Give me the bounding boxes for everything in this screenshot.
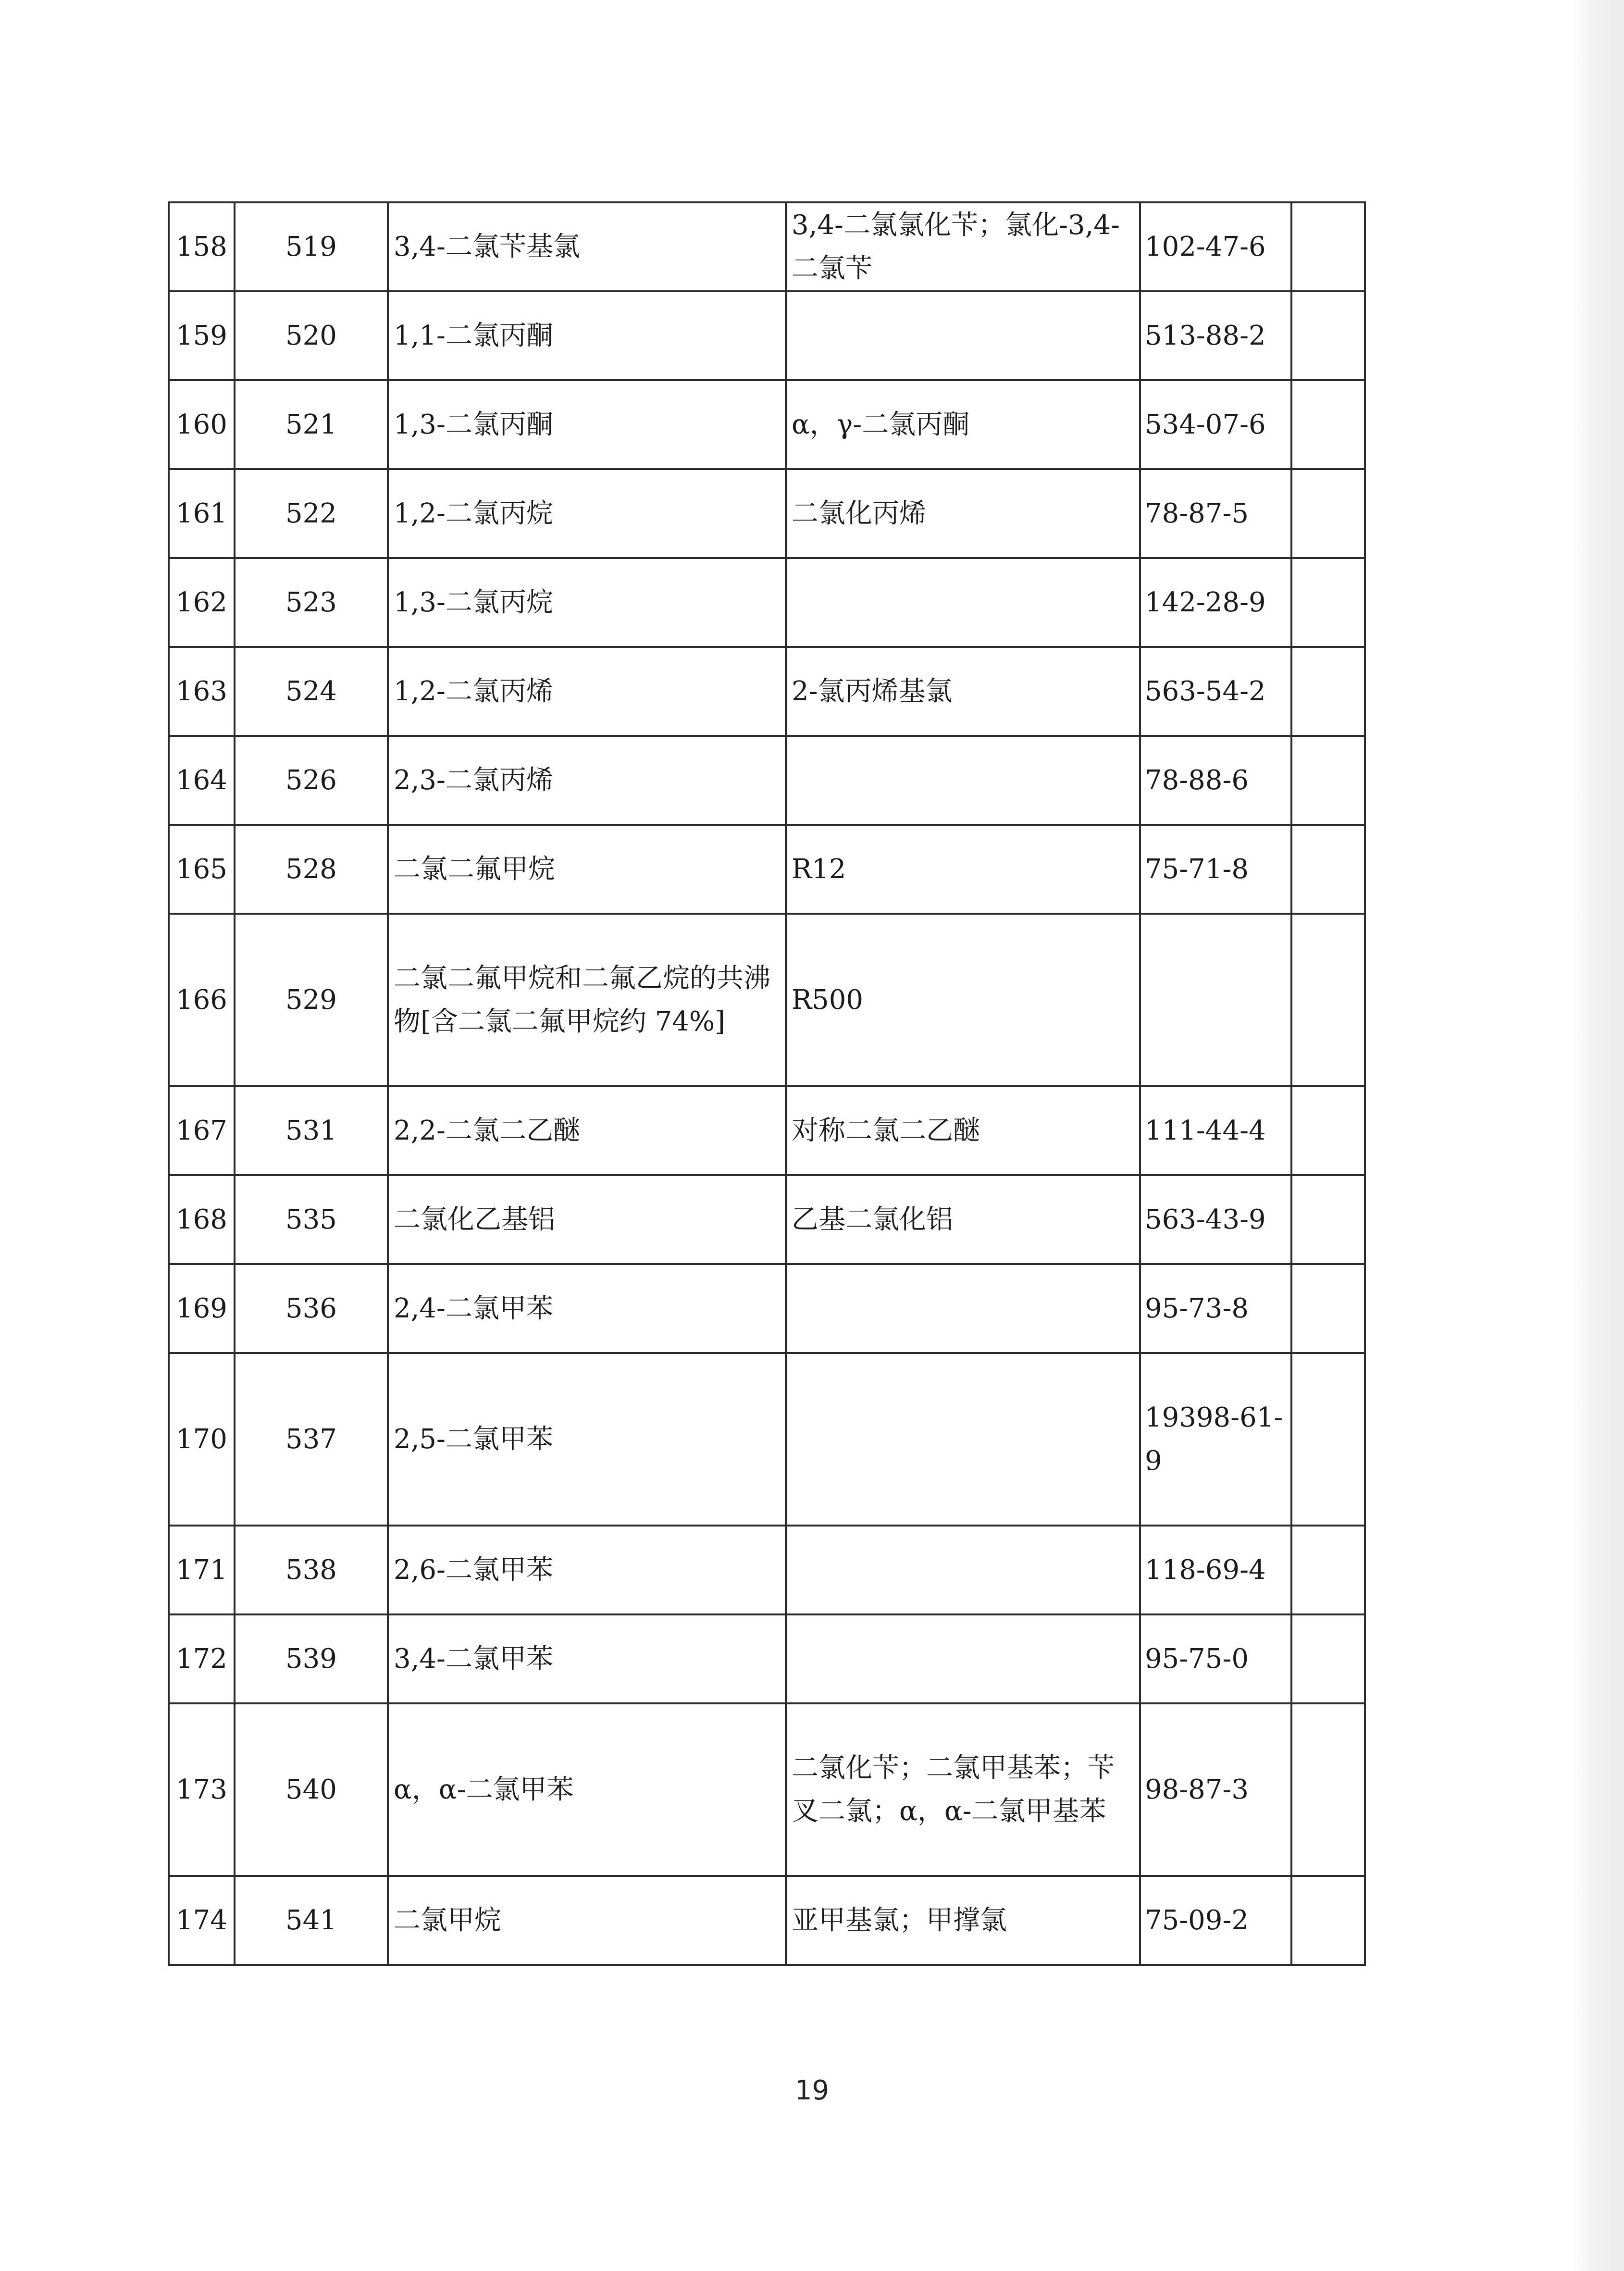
- alias-cell: [786, 1264, 1140, 1353]
- table-row: [169, 1353, 1365, 1526]
- note-cell: [1291, 380, 1365, 469]
- alias-cell: 3,4-二氯氯化苄；氯化-3,4-二氯苄: [786, 202, 1140, 291]
- alias-cell: [786, 291, 1140, 380]
- name-cell: 二氯化乙基铝: [388, 1175, 786, 1264]
- table-row: [169, 1703, 1365, 1876]
- id-cell: 522: [235, 469, 388, 558]
- table-row: [169, 291, 1365, 380]
- note-cell: [1291, 558, 1365, 647]
- alias-cell: [786, 558, 1140, 647]
- name-cell: 2,3-二氯丙烯: [388, 736, 786, 825]
- cas-cell: 534-07-6: [1140, 380, 1291, 469]
- page-number: 19: [794, 2075, 830, 2106]
- seq-cell: 172: [169, 1614, 235, 1703]
- name-cell: 1,3-二氯丙酮: [388, 380, 786, 469]
- chemical-table: [168, 201, 1366, 1966]
- cas-cell: 111-44-4: [1140, 1086, 1291, 1175]
- cas-cell: 118-69-4: [1140, 1526, 1291, 1614]
- name-cell: 3,4-二氯甲苯: [388, 1614, 786, 1703]
- note-cell: [1291, 1086, 1365, 1175]
- alias-cell: [786, 1526, 1140, 1614]
- table-row: [169, 1086, 1365, 1175]
- cas-cell: 78-88-6: [1140, 736, 1291, 825]
- cas-cell: 513-88-2: [1140, 291, 1291, 380]
- table-row: [169, 1175, 1365, 1264]
- alias-cell: 二氯化苄；二氯甲基苯；苄叉二氯；α，α-二氯甲基苯: [786, 1703, 1140, 1876]
- table-row: [169, 380, 1365, 469]
- id-cell: 538: [235, 1526, 388, 1614]
- id-cell: 535: [235, 1175, 388, 1264]
- id-cell: 541: [235, 1876, 388, 1965]
- table-row: [169, 647, 1365, 736]
- seq-cell: 173: [169, 1703, 235, 1876]
- seq-cell: 169: [169, 1264, 235, 1353]
- cas-cell: 78-87-5: [1140, 469, 1291, 558]
- id-cell: 519: [235, 202, 388, 291]
- id-cell: 523: [235, 558, 388, 647]
- note-cell: [1291, 1526, 1365, 1614]
- alias-cell: 2-氯丙烯基氯: [786, 647, 1140, 736]
- seq-cell: 165: [169, 825, 235, 914]
- name-cell: 2,5-二氯甲苯: [388, 1353, 786, 1526]
- seq-cell: 168: [169, 1175, 235, 1264]
- note-cell: [1291, 1614, 1365, 1703]
- alias-cell: [786, 736, 1140, 825]
- note-cell: [1291, 1353, 1365, 1526]
- alias-cell: α，γ-二氯丙酮: [786, 380, 1140, 469]
- table-row: [169, 1264, 1365, 1353]
- table-row: [169, 469, 1365, 558]
- name-cell: 1,2-二氯丙烯: [388, 647, 786, 736]
- id-cell: 540: [235, 1703, 388, 1876]
- seq-cell: 164: [169, 736, 235, 825]
- cas-cell: 95-73-8: [1140, 1264, 1291, 1353]
- cas-cell: 95-75-0: [1140, 1614, 1291, 1703]
- alias-cell: [786, 1614, 1140, 1703]
- alias-cell: 亚甲基氯；甲撑氯: [786, 1876, 1140, 1965]
- page-edge-shadow: [1571, 0, 1624, 2271]
- name-cell: 1,2-二氯丙烷: [388, 469, 786, 558]
- seq-cell: 158: [169, 202, 235, 291]
- table-row: [169, 202, 1365, 291]
- id-cell: 529: [235, 914, 388, 1086]
- alias-cell: R12: [786, 825, 1140, 914]
- id-cell: 536: [235, 1264, 388, 1353]
- table-row: [169, 736, 1365, 825]
- seq-cell: 166: [169, 914, 235, 1086]
- name-cell: 2,6-二氯甲苯: [388, 1526, 786, 1614]
- table-row: [169, 914, 1365, 1086]
- cas-cell: 563-54-2: [1140, 647, 1291, 736]
- name-cell: 3,4-二氯苄基氯: [388, 202, 786, 291]
- id-cell: 539: [235, 1614, 388, 1703]
- alias-cell: 乙基二氯化铝: [786, 1175, 1140, 1264]
- id-cell: 526: [235, 736, 388, 825]
- name-cell: 2,4-二氯甲苯: [388, 1264, 786, 1353]
- cas-cell: 142-28-9: [1140, 558, 1291, 647]
- note-cell: [1291, 1876, 1365, 1965]
- id-cell: 520: [235, 291, 388, 380]
- seq-cell: 174: [169, 1876, 235, 1965]
- table-row: [169, 1526, 1365, 1614]
- name-cell: 1,1-二氯丙酮: [388, 291, 786, 380]
- cas-cell: 98-87-3: [1140, 1703, 1291, 1876]
- name-cell: 1,3-二氯丙烷: [388, 558, 786, 647]
- seq-cell: 170: [169, 1353, 235, 1526]
- cas-cell: 19398-61-9: [1140, 1353, 1291, 1526]
- name-cell: 二氯甲烷: [388, 1876, 786, 1965]
- alias-cell: 二氯化丙烯: [786, 469, 1140, 558]
- cas-cell: 102-47-6: [1140, 202, 1291, 291]
- seq-cell: 162: [169, 558, 235, 647]
- id-cell: 537: [235, 1353, 388, 1526]
- note-cell: [1291, 291, 1365, 380]
- note-cell: [1291, 202, 1365, 291]
- table-row: [169, 1876, 1365, 1965]
- seq-cell: 163: [169, 647, 235, 736]
- seq-cell: 160: [169, 380, 235, 469]
- seq-cell: 171: [169, 1526, 235, 1614]
- note-cell: [1291, 914, 1365, 1086]
- seq-cell: 161: [169, 469, 235, 558]
- id-cell: 528: [235, 825, 388, 914]
- cas-cell: 563-43-9: [1140, 1175, 1291, 1264]
- name-cell: α，α-二氯甲苯: [388, 1703, 786, 1876]
- note-cell: [1291, 1175, 1365, 1264]
- seq-cell: 167: [169, 1086, 235, 1175]
- alias-cell: [786, 1353, 1140, 1526]
- cas-cell: 75-71-8: [1140, 825, 1291, 914]
- cas-cell: [1140, 914, 1291, 1086]
- id-cell: 524: [235, 647, 388, 736]
- id-cell: 531: [235, 1086, 388, 1175]
- note-cell: [1291, 736, 1365, 825]
- note-cell: [1291, 825, 1365, 914]
- table-row: [169, 558, 1365, 647]
- name-cell: 二氯二氟甲烷和二氟乙烷的共沸物[含二氯二氟甲烷约 74%]: [388, 914, 786, 1086]
- note-cell: [1291, 1703, 1365, 1876]
- note-cell: [1291, 469, 1365, 558]
- table-row: [169, 825, 1365, 914]
- note-cell: [1291, 647, 1365, 736]
- alias-cell: 对称二氯二乙醚: [786, 1086, 1140, 1175]
- name-cell: 二氯二氟甲烷: [388, 825, 786, 914]
- id-cell: 521: [235, 380, 388, 469]
- cas-cell: 75-09-2: [1140, 1876, 1291, 1965]
- alias-cell: R500: [786, 914, 1140, 1086]
- table-row: [169, 1614, 1365, 1703]
- note-cell: [1291, 1264, 1365, 1353]
- name-cell: 2,2-二氯二乙醚: [388, 1086, 786, 1175]
- seq-cell: 159: [169, 291, 235, 380]
